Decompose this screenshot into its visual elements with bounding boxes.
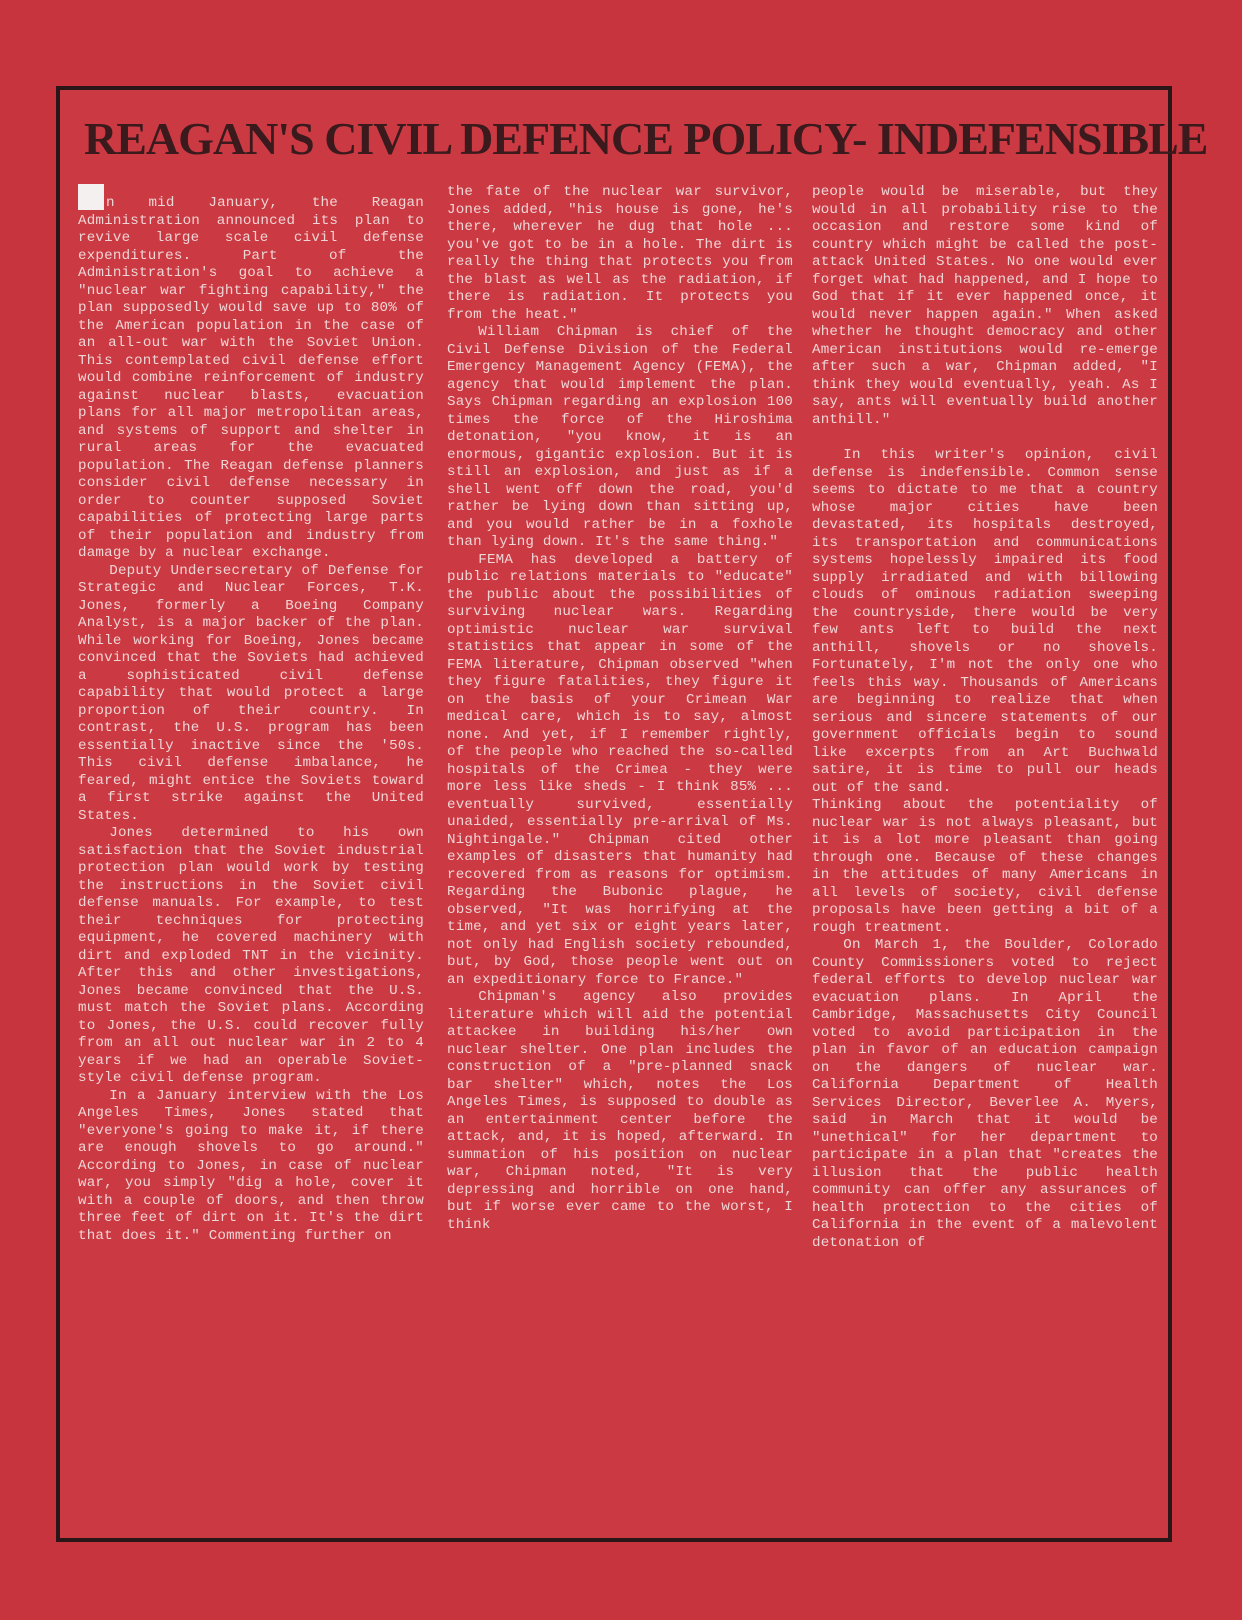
paragraph: Jones determined to his own satisfaction that the Soviet industrial protection plan would work by testing the instructions in the Soviet civil defense manuals. For example, to test their techniques for protecting equipment, he covered machinery with dirt and exploded TNT in the vicinity. After this and other investigations, Jones became convinced that the U.S. must match the Soviet plans. According to Jones, the U.S. could recover fully from an all out nuclear war in 2 to 4 years if we had an operable Soviet-style civil defense program.: [78, 825, 424, 1086]
paragraph: Deputy Undersecretary of Defense for Strategic and Nuclear Forces, T.K. Jones, formerly a Boeing Company Analyst, is a major backer of the plan. While working for Boeing, Jones became convinced that the Soviets had achieved a sophisticated civil defense capability that would protect a large proportion of their country. In contrast, the U.S. program has been essentially inactive since the '50s. This civil defense imbalance, he feared, might entice the Soviets toward a first strike against the United States.: [78, 562, 424, 824]
paragraph: people would be miserable, but they would in all probability rise to the occasion and restore some kind of country which might be called the post-attack United States. No one would ever forget what had happened, and I hope to God that if it ever happened once, it would never happen again." When asked whether he thought democracy and other American institutions would re-emerge after such a war, Chipman added, "I think they would eventually, yeah. As I say, ants will eventually build another anthill.": [812, 184, 1158, 428]
paragraph: [78, 184, 424, 563]
paragraph-text: n mid January, the Reagan Administration announced its plan to revive large scale civil defense expenditures. Part of the Administration's goal to achieve a "nuclear war fighting capability," the plan supposedly would save up to 80% of the American population in the case of an all-out war with the Soviet Union. This contemplated civil defense effort would combine reinforcement of industry against nuclear blasts, evacuation plans for all major metropolitan areas, and systems of support and shelter in rural areas for the evacuated population. The Reagan defense planners consider civil defense necessary in order to counter supposed Soviet capabilities of protecting large parts of their population and industry from damage by a nuclear exchange.: [78, 195, 424, 561]
paragraph: FEMA has developed a battery of public relations materials to "educate" the public about the possibilities of surviving nuclear wars. Regarding optimistic nuclear war survival statistics that appear in some of the FEMA literature, Chipman observed "when they figure fatalities, they figure it on the basis of your Crimean War medical care, which is to say, almost none. And yet, if I remember rightly, of the people who reached the so-called hospitals of the Crimea - they were more less like sheds - I think 85% ... eventually survived, essentially unaided, essentially pre-arrival of Ms. Nightingale." Chipman cited other examples of disasters that humanity had recovered from as reasons for optimism. Regarding the Bubonic plague, he observed, "It was horrifying at the time, and yet six or eight years later, not only had English society rebounded, but, by God, those people went out on an expeditionary force to France.": [447, 551, 793, 988]
column-2: [447, 184, 793, 1234]
paragraph: Thinking about the potentiality of nuclear war is not always pleasant, but it is a lot more pleasant than going through one. Because of these changes in the attitudes of many Americans in all levels of society, civil defense proposals have been getting a bit of a rough treatment.: [812, 797, 1158, 936]
paragraph: the fate of the nuclear war survivor, Jones added, "his house is gone, he's there, wherever he dug that hole ... you've got to be in a hole. The dirt is really the thing that protects you from the blast as well as the radiation, if there is radiation. It protects you from the heat.": [447, 184, 793, 323]
paragraph: Chipman's agency also provides literature which will aid the potential attackee in building his/her own nuclear shelter. One plan includes the construction of a "pre-planned snack bar shelter" which, notes the Los Angeles Times, is supposed to double as an entertainment center before the attack, and, it is hoped, afterward. In summation of his position on nuclear war, Chipman noted, "It is very depressing and horrible on one hand, but if worse ever came to the worst, I think: [447, 989, 793, 1233]
column-1: [78, 184, 424, 1245]
paragraph: In this writer's opinion, civil defense is indefensible. Common sense seems to dictate to me that a country whose major cities have been devastated, its hospitals destroyed, its transportation and communications systems hopelessly impaired its food supply irradiated and with billowing clouds of ominous radiation sweeping the countryside, there would be very few ants left to build the next anthill, shovels or no shovels. Fortunately, I'm not the only one who feels this way. Thousands of Americans are beginning to realize that when serious and sincere statements of our government officials begin to sound like excerpts from an Art Buchwald satire, it is time to pull our heads out of the sand.: [812, 447, 1158, 796]
drop-cap-block: [78, 184, 104, 210]
article-frame: [56, 86, 1208, 1542]
paragraph: William Chipman is chief of the Civil Defense Division of the Federal Emergency Management Agency (FEMA), the agency that would implement the plan. Says Chipman regarding an explosion 100 times the force of the Hiroshima detonation, "you know, it is an enormous, gigantic explosion. But it is still an explosion, and just as if a shell went off down the road, you'd rather be lying down than sitting up, and you would rather be in a foxhole than lying down. It's the same thing.": [447, 324, 793, 550]
paragraph: In a January interview with the Los Angeles Times, Jones stated that "everyone's going to make it, if there are enough shovels to go around." According to Jones, in case of nuclear war, you simply "dig a hole, cover it with a couple of doors, and then throw three feet of dirt on it. It's the dirt that does it." Commenting further on: [78, 1087, 424, 1244]
headline: REAGAN'S CIVIL DEFENCE POLICY- INDEFENSIBLE: [84, 113, 1208, 164]
paragraph: On March 1, the Boulder, Colorado County Commissioners voted to reject federal efforts to develop nuclear war evacuation plans. In April the Cambridge, Massachusetts City Council voted to avoid participation in the plan in favor of an education campaign on the dangers of nuclear war. California Department of Health Services Director, Beverlee A. Myers, said in March that it would be "unethical" for her department to participate in a plan that "creates the illusion that the public health community can offer any assurances of health protection to the cities of California in the event of a malevolent detonation of: [812, 937, 1158, 1251]
column-3: [812, 184, 1158, 1252]
